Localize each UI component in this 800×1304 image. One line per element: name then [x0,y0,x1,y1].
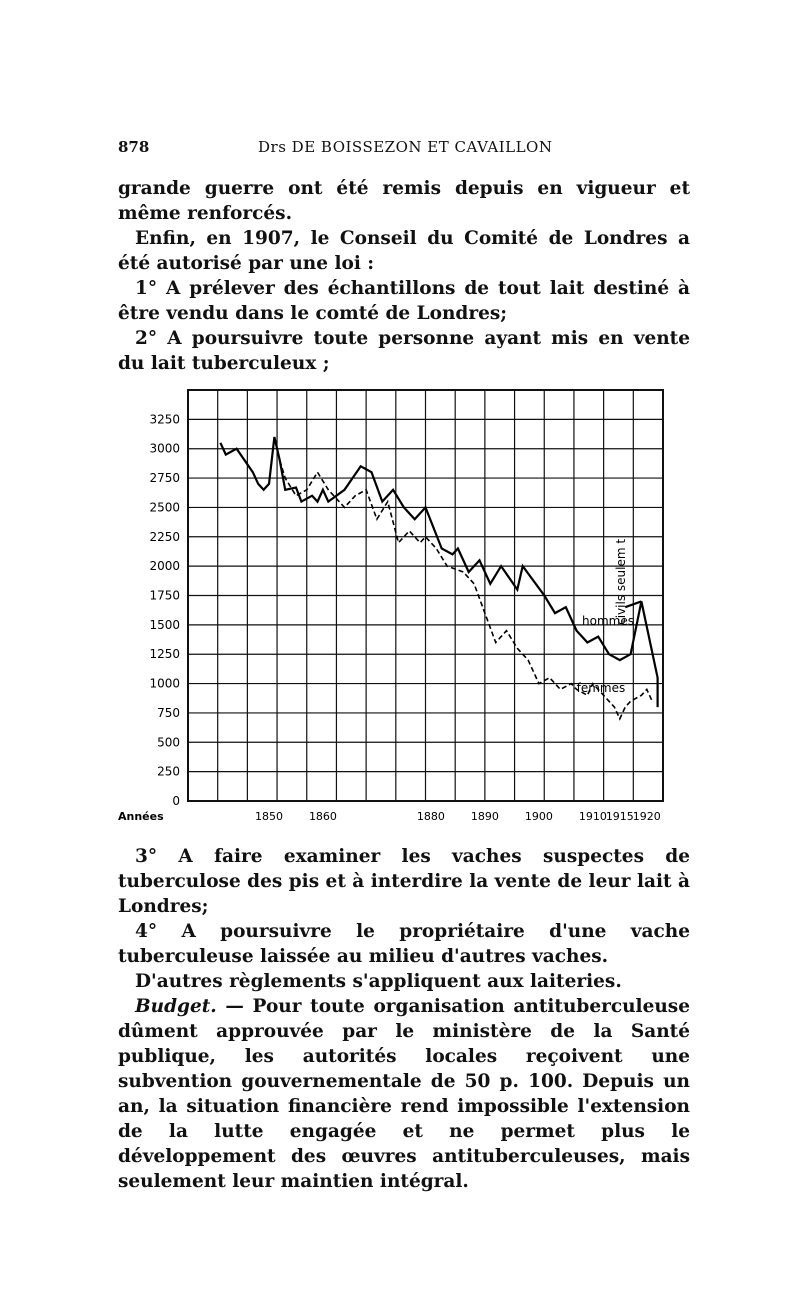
y-tick-label: 1750 [149,588,180,603]
y-tick-label: 0 [172,794,180,808]
body-text-bottom [118,844,690,1194]
y-tick-label: 3000 [149,441,180,456]
x-tick-label: 1900 [524,810,553,823]
paragraph: 2° A poursuivre toute personne ayant mis en vente du lait tuberculeux ; [118,328,690,374]
budget-label: Budget. [135,996,217,1017]
y-tick-label: 2750 [149,471,180,486]
mortality-chart [118,378,690,828]
y-tick-label: 3250 [149,412,180,427]
y-tick-label: 1000 [149,676,180,691]
y-tick-label: 500 [157,735,180,750]
x-tick-label: 1850 [254,810,283,823]
page-number: 878 [118,138,150,156]
paragraph: D'autres règlements s'appliquent aux laiteries. [135,971,622,992]
body-text-top [118,176,690,376]
paragraph: grande guerre ont été remis depuis en vigueur et même renforcés. [118,178,690,224]
running-head: Drs DE BOISSEZON ET CAVAILLON [258,138,553,156]
x-tick-label: 1890 [470,810,499,823]
budget-text: — Pour toute organisation antituberculeuse dûment approuvée par le ministère de la Santé publique, les autorités locales reçoivent une subvention gouvernementale de 50 p. 100. Depuis un an, la situation financière rend impossible l'extension de la lutte engagée et ne permet plus le développement des œuvres antituberculeuses, mais seulement leur maintien intégral. [118,996,690,1192]
x-tick-label: 1860 [308,810,337,823]
paragraph: Enfin, en 1907, le Conseil du Comité de Londres a été autorisé par une loi : [118,228,690,274]
annotation-hommes: hommes [582,613,635,628]
paragraph: 3° A faire examiner les vaches suspectes de tuberculose des pis et à interdire la vente de leur lait à Londres; [118,846,690,917]
x-tick-label: 1920 [632,810,661,823]
paragraph: 4° A poursuivre le propriétaire d'une vache tuberculeuse laissée au milieu d'autres vaches. [118,921,690,967]
x-tick-label: 1910 [578,810,607,823]
y-tick-label: 1250 [149,647,180,662]
budget-paragraph [118,994,690,1194]
y-tick-label: 2250 [149,529,180,544]
y-tick-label: 750 [157,705,180,720]
paragraph: 1° A prélever des échantillons de tout lait destiné à être vendu dans le comté de Londres; [118,278,690,324]
annotation-civils: civils seulem t [614,538,629,625]
y-tick-label: 2500 [149,500,180,515]
y-tick-label: 1500 [149,617,180,632]
x-tick-label: 1915 [605,810,634,823]
x-axis-title: Années [118,810,164,823]
annotation-femmes: femmes [576,680,626,695]
y-tick-label: 250 [157,764,180,779]
y-tick-label: 2000 [149,559,180,574]
page-header [118,138,690,160]
x-tick-label: 1880 [416,810,445,823]
